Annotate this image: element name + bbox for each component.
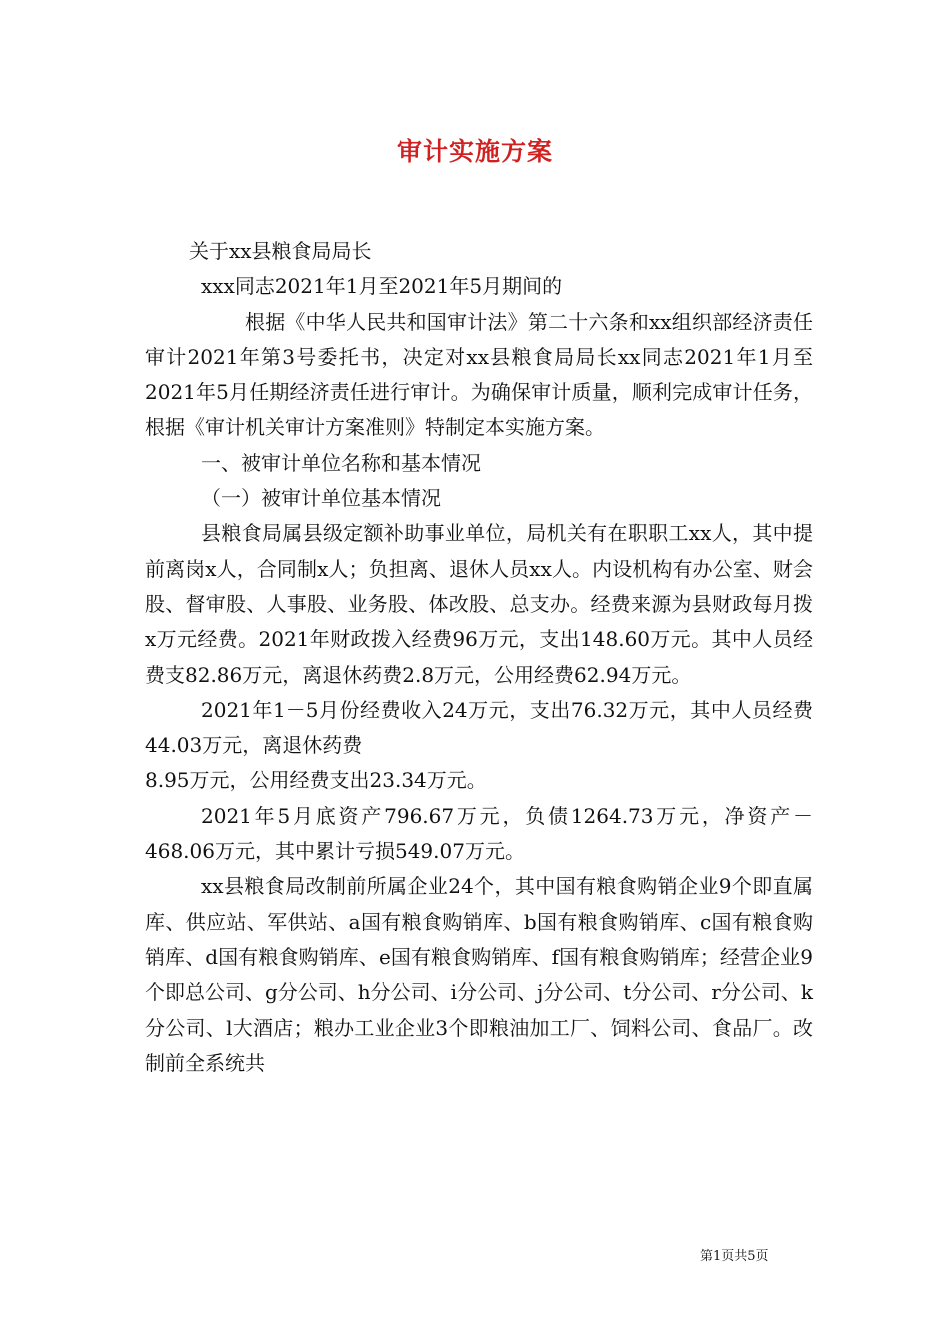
paragraph-public-expense: 8.95万元，公用经费支出23.34万元。 (145, 768, 487, 793)
document-body (145, 234, 813, 1081)
subsection-heading-1: （一）被审计单位基本情况 (201, 486, 441, 511)
document-title: 审计实施方案 (396, 137, 553, 166)
page-number: 第1页共5页 (700, 1249, 769, 1264)
paragraph-2021-jan-may: 2021年1－5月份经费收入24万元，支出76.32万元，其中人员经费44.03万元，离退休药费 (145, 697, 813, 758)
paragraph-assets: 2021年5月底资产796.67万元，负债1264.73万元，净资产－468.06万元，其中累计亏损549.07万元。 (145, 803, 813, 864)
paragraph-unit-overview: 县粮食局属县级定额补助事业单位，局机关有在职职工xx人，其中提前离岗x人，合同制x人；负担离、退休人员xx人。内设机构有办公室、财会股、督审股、人事股、业务股、体改股、总支办。经费来源为县财政每月拨x万元经费。2021年财政拨入经费96万元，支出148.60万元。其中人员经费支82.86万元，离退休药费2.8万元，公用经费62.94万元。 (145, 521, 813, 687)
paragraph-enterprises: xx县粮食局改制前所属企业24个，其中国有粮食购销企业9个即直属库、供应站、军供站、a国有粮食购销库、b国有粮食购销库、c国有粮食购销库、d国有粮食购销库、e国有粮食购销库、f国有粮食购销库；经营企业9个即总公司、g分公司、h分公司、i分公司、j分公司、t分公司、r分公司、k分公司、l大酒店；粮办工业企业3个即粮油加工厂、饲料公司、食品厂。改制前全系统共 (145, 874, 813, 1075)
paragraph-addressee: 关于xx县粮食局局长 (189, 239, 372, 263)
paragraph-period: xxx同志2021年1月至2021年5月期间的 (201, 274, 563, 299)
section-heading-1: 一、被审计单位名称和基本情况 (201, 450, 481, 475)
paragraph-basis: 根据《中华人民共和国审计法》第二十六条和xx组织部经济责任审计2021年第3号委托书，决定对xx县粮食局局长xx同志2021年1月至2021年5月任期经济责任进行审计。为确保审计质量，顺利完成审计任务，根据《审计机关审计方案准则》特制定本实施方案。 (145, 309, 813, 440)
